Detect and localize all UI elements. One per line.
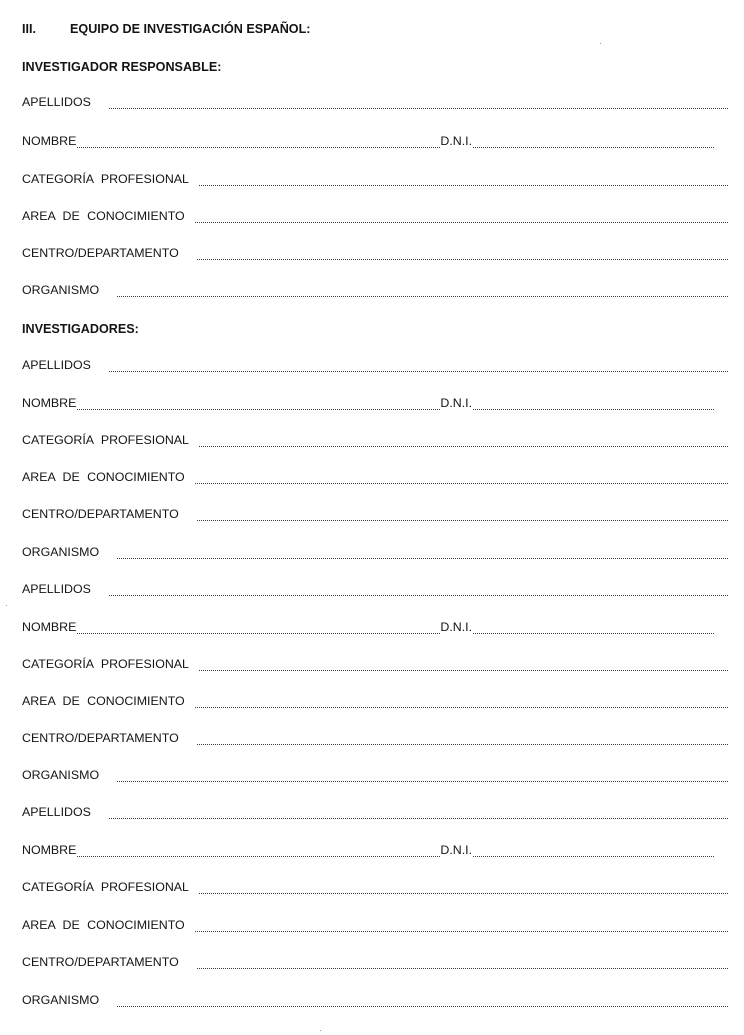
fill-line[interactable] (109, 591, 728, 596)
fill-line[interactable] (195, 703, 728, 708)
field-apellidos[interactable] (22, 358, 728, 376)
dni-label: D.N.I. (440, 620, 473, 634)
field-label: AREA DE CONOCIMIENTO (22, 694, 185, 708)
section-number: III. (22, 22, 36, 36)
fill-line[interactable] (77, 852, 440, 857)
field-categoria[interactable] (22, 880, 728, 898)
field-label: NOMBRE (22, 843, 77, 857)
fill-line[interactable] (109, 367, 728, 372)
field-nombre-dni[interactable] (22, 396, 714, 414)
field-organismo[interactable] (22, 993, 728, 1011)
field-apellidos[interactable] (22, 805, 728, 823)
field-label: APELLIDOS (22, 95, 91, 109)
field-label: CENTRO/DEPARTAMENTO (22, 246, 179, 260)
field-label: ORGANISMO (22, 768, 100, 782)
fill-line[interactable] (77, 629, 440, 634)
field-label: APELLIDOS (22, 582, 91, 596)
section-heading (22, 22, 728, 40)
fill-line[interactable] (117, 292, 728, 297)
field-label: NOMBRE (22, 620, 77, 634)
scan-speck (320, 1030, 321, 1031)
fill-line[interactable] (197, 516, 728, 521)
fill-line[interactable] (195, 927, 728, 932)
field-label: CATEGORÍA PROFESIONAL (22, 657, 189, 671)
fill-line[interactable] (199, 666, 728, 671)
field-label: CATEGORÍA PROFESIONAL (22, 172, 189, 186)
field-label: NOMBRE (22, 396, 77, 410)
field-categoria[interactable] (22, 172, 728, 190)
field-area[interactable] (22, 470, 728, 488)
field-organismo[interactable] (22, 545, 728, 563)
fill-line[interactable] (197, 255, 728, 260)
field-area[interactable] (22, 694, 728, 712)
scan-speck (600, 43, 601, 44)
fill-line[interactable] (199, 442, 728, 447)
field-nombre-dni[interactable] (22, 134, 714, 152)
fill-line[interactable] (199, 181, 728, 186)
field-apellidos[interactable] (22, 582, 728, 600)
field-label: ORGANISMO (22, 545, 100, 559)
field-label: AREA DE CONOCIMIENTO (22, 209, 185, 223)
field-centro[interactable] (22, 731, 728, 749)
fill-line[interactable] (197, 740, 728, 745)
field-label: ORGANISMO (22, 283, 100, 297)
section-title: EQUIPO DE INVESTIGACIÓN ESPAÑOL: (70, 22, 311, 36)
field-label: ORGANISMO (22, 993, 100, 1007)
fill-line[interactable] (473, 405, 714, 410)
field-categoria[interactable] (22, 657, 728, 675)
field-label: NOMBRE (22, 134, 77, 148)
field-area[interactable] (22, 918, 728, 936)
field-nombre-dni[interactable] (22, 620, 714, 638)
field-label: CATEGORÍA PROFESIONAL (22, 433, 189, 447)
field-label: CENTRO/DEPARTAMENTO (22, 507, 179, 521)
responsable-heading (22, 60, 728, 78)
fill-line[interactable] (195, 479, 728, 484)
dni-label: D.N.I. (440, 396, 473, 410)
field-centro[interactable] (22, 955, 728, 973)
field-label: CATEGORÍA PROFESIONAL (22, 880, 189, 894)
dni-label: D.N.I. (440, 134, 473, 148)
field-organismo[interactable] (22, 283, 728, 301)
field-label: APELLIDOS (22, 805, 91, 819)
fill-line[interactable] (109, 814, 728, 819)
field-label: AREA DE CONOCIMIENTO (22, 918, 185, 932)
fill-line[interactable] (77, 405, 440, 410)
dni-label: D.N.I. (440, 843, 473, 857)
field-label: CENTRO/DEPARTAMENTO (22, 731, 179, 745)
field-area[interactable] (22, 209, 728, 227)
field-label: CENTRO/DEPARTAMENTO (22, 955, 179, 969)
investigadores-heading-text: INVESTIGADORES: (22, 322, 139, 336)
responsable-heading-text: INVESTIGADOR RESPONSABLE: (22, 60, 222, 74)
fill-line[interactable] (473, 629, 714, 634)
field-organismo[interactable] (22, 768, 728, 786)
field-centro[interactable] (22, 246, 728, 264)
fill-line[interactable] (195, 218, 728, 223)
fill-line[interactable] (77, 143, 440, 148)
field-nombre-dni[interactable] (22, 843, 714, 861)
fill-line[interactable] (117, 777, 728, 782)
fill-line[interactable] (473, 852, 714, 857)
fill-line[interactable] (199, 889, 728, 894)
fill-line[interactable] (117, 1002, 728, 1007)
field-apellidos[interactable] (22, 95, 728, 113)
field-label: AREA DE CONOCIMIENTO (22, 470, 185, 484)
fill-line[interactable] (473, 143, 714, 148)
investigadores-heading (22, 322, 728, 340)
field-categoria[interactable] (22, 433, 728, 451)
field-centro[interactable] (22, 507, 728, 525)
scan-speck (6, 605, 7, 606)
fill-line[interactable] (117, 554, 728, 559)
fill-line[interactable] (197, 964, 728, 969)
field-label: APELLIDOS (22, 358, 91, 372)
fill-line[interactable] (109, 104, 728, 109)
